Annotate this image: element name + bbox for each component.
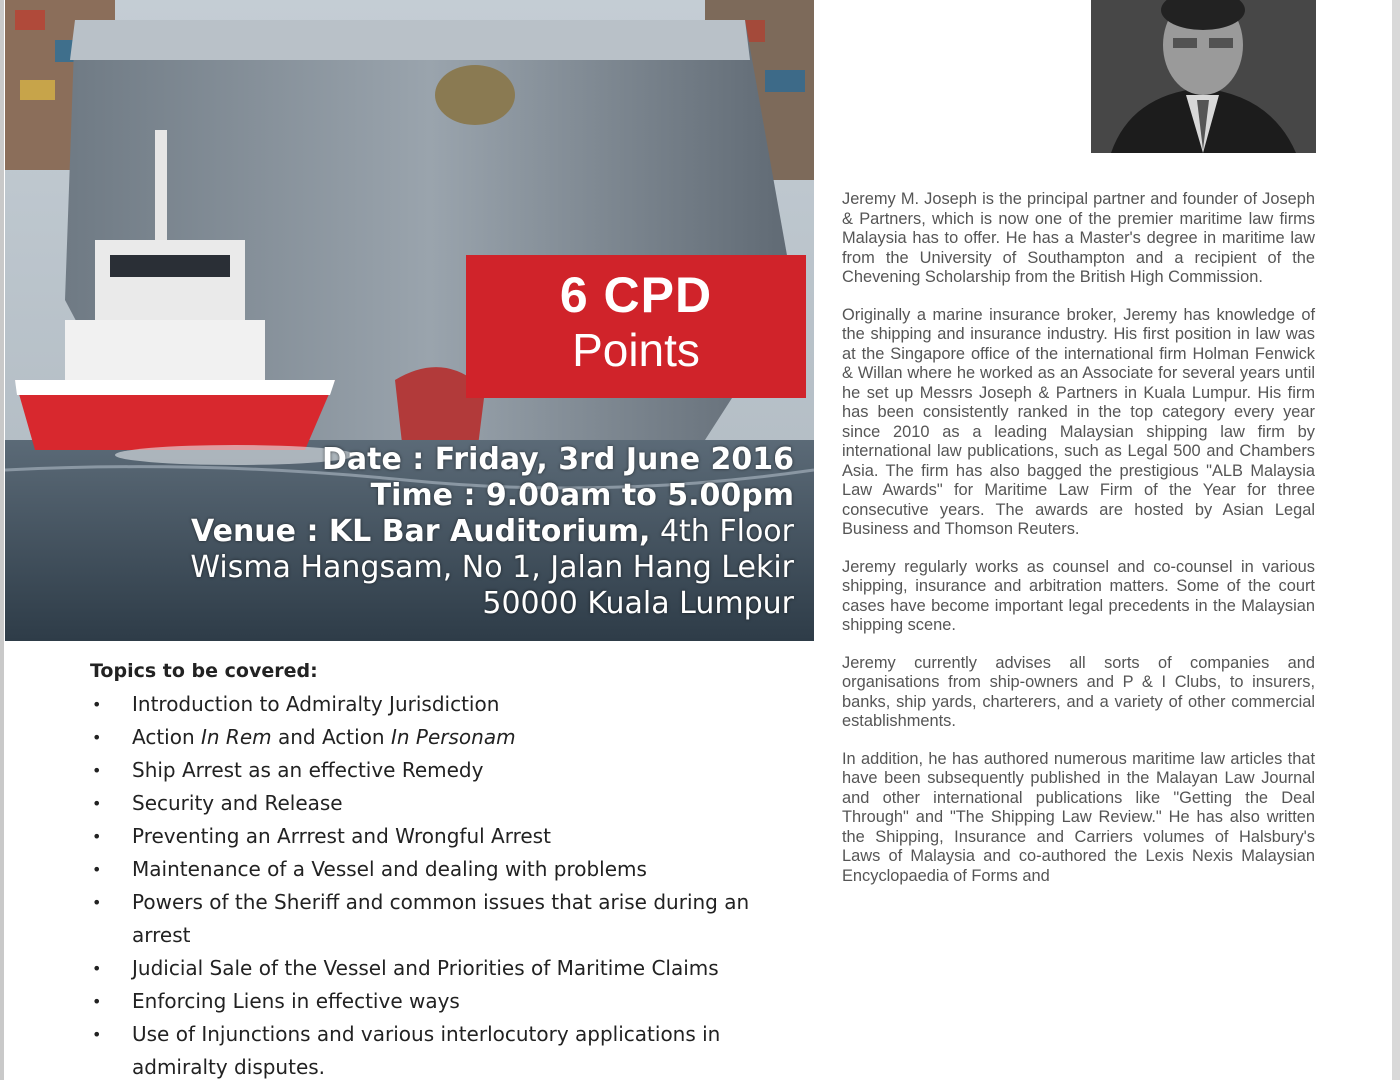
- list-item: • Security and Release: [90, 787, 790, 820]
- bullet-icon: •: [92, 761, 102, 780]
- cpd-label: Points: [572, 324, 700, 376]
- event-details: [190, 442, 794, 622]
- list-item: • Judicial Sale of the Vessel and Priorities of Maritime Claims: [90, 952, 790, 985]
- speaker-bio: [842, 190, 1315, 904]
- cpd-count: 6 CPD: [559, 267, 713, 323]
- bullet-icon: •: [92, 992, 102, 1011]
- list-item: • Enforcing Liens in effective ways: [90, 985, 790, 1018]
- topics-section: [90, 660, 790, 1084]
- speaker-portrait: [1091, 0, 1316, 153]
- bio-paragraph: Jeremy regularly works as counsel and co-counsel in various shipping, insurance and arbitration matters. Some of the court cases have become important legal precedents in the Malaysian shipping scene.: [842, 557, 1315, 634]
- bio-paragraph: Originally a marine insurance broker, Jeremy has knowledge of the shipping and insurance industry. His first position in law was at the Singapore office of the international firm Holman Fenwick & Willan where he worked as an Associate for several years until he set up Messrs Joseph & Partners in Kuala Lumpur. His firm has been consistently ranked in the top category every year since 2010 as a leading Malaysian shipping law firm by international law publications, such as Legal 500 and Chambers Asia. The firm has also bagged the prestigious "ALB Malaysia Law Awards" for Maritime Law Firm of the Year for three consecutive years. The awards are hosted by Asian Legal Business and Thomson Reuters.: [842, 305, 1315, 538]
- list-item: • Maintenance of a Vessel and dealing with problems: [90, 853, 790, 886]
- page-border-right: [1392, 0, 1400, 1080]
- list-item: • Use of Injunctions and various interlocutory applications in admiralty disputes.: [90, 1018, 790, 1084]
- bio-paragraph: Jeremy currently advises all sorts of companies and organisations from ship-owners and P & I Clubs, to insurers, banks, ship yards, charterers, and a variety of other commercial establishments.: [842, 653, 1315, 730]
- event-venue-floor: 4th Floor: [650, 514, 794, 549]
- topics-list: [90, 688, 790, 1084]
- topics-heading: Topics to be covered:: [90, 660, 318, 682]
- event-address-line1: Wisma Hangsam, No 1, Jalan Hang Lekir: [190, 550, 794, 585]
- cpd-points-badge: [466, 255, 806, 398]
- bullet-icon: •: [92, 794, 102, 813]
- list-item: • Powers of the Sheriff and common issues that arise during an arrest: [90, 886, 790, 952]
- bio-paragraph: In addition, he has authored numerous maritime law articles that have been subsequently published in the Malayan Law Journal and other international publications like "Getting the Deal Through" and "The Shipping Law Review." He has also written the Shipping, Insurance and Carriers volumes of Halsbury's Laws of Malaysia and co-authored the Lexis Nexis Malaysian Encyclopaedia of Forms and: [842, 749, 1315, 885]
- bullet-icon: •: [92, 1025, 102, 1044]
- bullet-icon: •: [92, 827, 102, 846]
- list-item: • Action In Rem and Action In Personam: [90, 721, 790, 754]
- list-item: • Introduction to Admiralty Jurisdiction: [90, 688, 790, 721]
- event-venue-name: Venue : KL Bar Auditorium,: [191, 514, 651, 549]
- bullet-icon: •: [92, 728, 102, 747]
- ship-photo: [5, 0, 814, 641]
- page-border-left: [0, 0, 4, 1080]
- event-date: Date : Friday, 3rd June 2016: [322, 442, 794, 477]
- event-address-line2: 50000 Kuala Lumpur: [482, 586, 794, 621]
- list-item: • Preventing an Arrrest and Wrongful Arrest: [90, 820, 790, 853]
- portrait-illustration: [1091, 0, 1316, 153]
- list-item: • Ship Arrest as an effective Remedy: [90, 754, 790, 787]
- bullet-icon: •: [92, 860, 102, 879]
- event-time: Time : 9.00am to 5.00pm: [370, 478, 794, 513]
- bullet-icon: •: [92, 959, 102, 978]
- bullet-icon: •: [92, 695, 102, 714]
- bullet-icon: •: [92, 893, 102, 912]
- bio-paragraph: Jeremy M. Joseph is the principal partner and founder of Joseph & Partners, which is now one of the premier maritime law firms Malaysia has to offer. He has a Master's degree in maritime law from the University of Southampton and a recipient of the Chevening Scholarship from the British High Commission.: [842, 190, 1315, 286]
